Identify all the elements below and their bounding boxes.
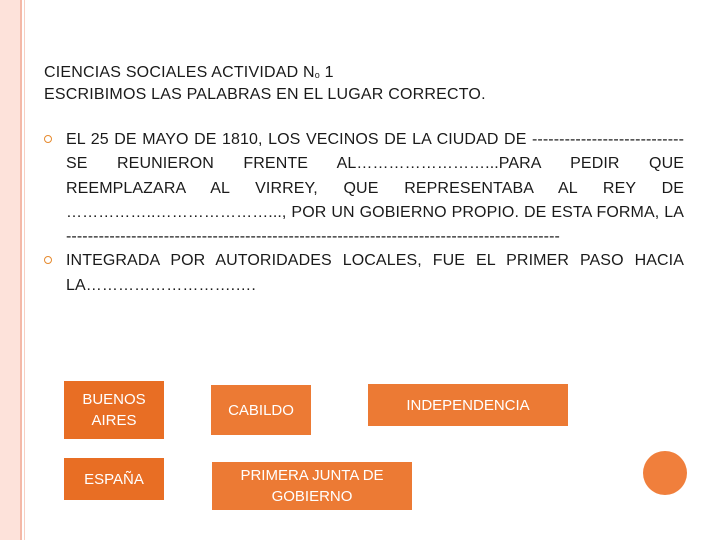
activity-text bbox=[44, 128, 684, 298]
title-line-1 bbox=[44, 62, 684, 84]
list-item-text: INTEGRADA POR AUTORIDADES LOCALES, FUE EL PRIMER PASO HACIA LA……………………….…. bbox=[66, 252, 684, 294]
list-item bbox=[44, 249, 684, 298]
word-box-label: BUENOS AIRES bbox=[82, 391, 146, 429]
word-box-primera-junta[interactable] bbox=[212, 462, 412, 510]
word-box-label: ESPAÑA bbox=[84, 470, 144, 488]
title-line-2: ESCRIBIMOS LAS PALABRAS EN EL LUGAR CORRECTO. bbox=[44, 86, 486, 103]
bullet-icon bbox=[44, 256, 52, 264]
decorative-line bbox=[24, 0, 25, 540]
list-item bbox=[44, 128, 684, 249]
word-box-buenos-aires[interactable] bbox=[64, 381, 164, 439]
list-item-text: EL 25 DE MAYO DE 1810, LOS VECINOS DE LA CIUDAD DE ---------------------------- SE REUNIERON FRENTE AL……………………...PARA PEDIR QUE REEMPLAZARA AL VIRREY, QUE REPRESENTABA AL REY DE ……………..…………………..., POR UN GOBIERNO PROPIO. DE ESTA FORMA, LA ------------------------------------------------------------------------------------------- bbox=[66, 131, 684, 246]
decorative-line bbox=[20, 0, 22, 540]
title-line-1-superscript: o bbox=[314, 70, 320, 80]
word-box-label: PRIMERA JUNTA DE GOBIERNO bbox=[240, 467, 384, 505]
slide-title bbox=[44, 62, 684, 106]
word-box-independencia[interactable] bbox=[368, 384, 568, 426]
decorative-circle bbox=[643, 451, 687, 495]
word-box-label: CABILDO bbox=[228, 401, 294, 419]
bullet-icon bbox=[44, 135, 52, 143]
word-box-label: INDEPENDENCIA bbox=[406, 396, 530, 414]
word-box-espana[interactable] bbox=[64, 458, 164, 500]
word-box-cabildo[interactable] bbox=[211, 385, 311, 435]
title-line-1-suffix: 1 bbox=[319, 64, 334, 81]
title-line-1-prefix: CIENCIAS SOCIALES ACTIVIDAD N bbox=[44, 64, 315, 81]
decorative-side-band bbox=[0, 0, 20, 540]
